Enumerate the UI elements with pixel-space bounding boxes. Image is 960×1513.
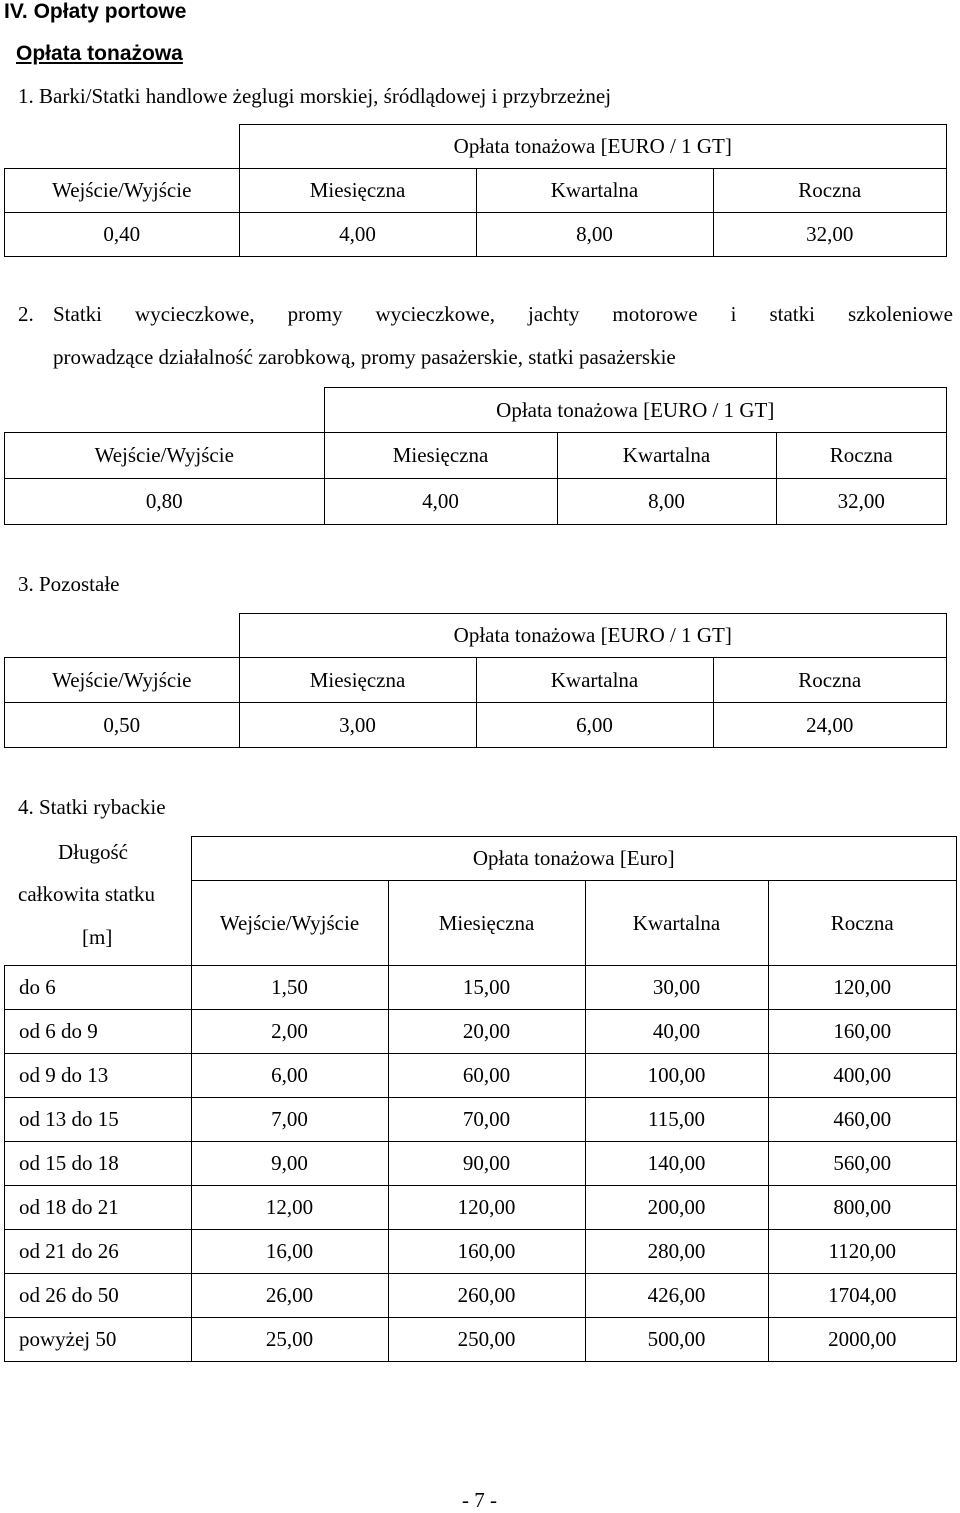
value-cell: 140,00	[585, 1142, 768, 1186]
length-cell: od 15 do 18	[5, 1142, 192, 1186]
value-cell: 115,00	[585, 1098, 768, 1142]
section-4-heading: 4. Statki rybackie	[18, 795, 166, 819]
value-cell: 26,00	[191, 1274, 388, 1318]
col-header: Kwartalna	[476, 658, 713, 703]
value-cell: 400,00	[768, 1054, 957, 1098]
value-cell: 1,50	[191, 966, 388, 1010]
col-header: Miesięczna	[239, 658, 476, 703]
col-header: Wejście/Wyjście	[5, 658, 240, 703]
section-2-heading-line2: prowadzące działalność zarobkową, promy pasażerskie, statki pasażerskie	[53, 345, 676, 369]
length-cell: od 26 do 50	[5, 1274, 192, 1318]
section-title: IV. Opłaty portowe	[4, 0, 187, 23]
value-cell: 60,00	[388, 1054, 585, 1098]
table-header: Opłata tonażowa [EURO / 1 GT]	[239, 614, 947, 658]
table-header: Opłata tonażowa [EURO / 1 GT]	[324, 388, 947, 433]
value-cell: 3,00	[239, 703, 476, 748]
value-cell: 260,00	[388, 1274, 585, 1318]
section-2-number: 2.	[18, 302, 34, 326]
col-header: Roczna	[776, 433, 947, 479]
col-header: Miesięczna	[324, 433, 557, 479]
value-cell: 250,00	[388, 1318, 585, 1362]
section-3-heading: 3. Pozostałe	[18, 572, 120, 596]
length-cell: od 9 do 13	[5, 1054, 192, 1098]
length-cell: powyżej 50	[5, 1318, 192, 1362]
value-cell: 32,00	[713, 213, 947, 257]
value-cell: 25,00	[191, 1318, 388, 1362]
length-cell: od 6 do 9	[5, 1010, 192, 1054]
value-cell: 120,00	[388, 1186, 585, 1230]
section-1-heading: 1. Barki/Statki handlowe żeglugi morskiej, śródlądowej i przybrzeżnej	[18, 84, 612, 108]
col-header: Miesięczna	[388, 881, 585, 966]
value-cell: 1704,00	[768, 1274, 957, 1318]
value-cell: 2000,00	[768, 1318, 957, 1362]
value-cell: 8,00	[476, 213, 713, 257]
value-cell: 20,00	[388, 1010, 585, 1054]
subtitle: Opłata tonażowa	[16, 42, 183, 65]
table-section-2	[4, 387, 947, 525]
value-cell: 200,00	[585, 1186, 768, 1230]
value-cell: 90,00	[388, 1142, 585, 1186]
value-cell: 6,00	[191, 1054, 388, 1098]
col-header: Roczna	[768, 881, 957, 966]
length-label-line1: Długość	[58, 840, 128, 864]
length-label-line3: [m]	[82, 925, 113, 949]
value-cell: 4,00	[324, 479, 557, 525]
length-cell: od 18 do 21	[5, 1186, 192, 1230]
col-header: Wejście/Wyjście	[5, 433, 325, 479]
value-cell: 160,00	[388, 1230, 585, 1274]
value-cell: 100,00	[585, 1054, 768, 1098]
length-cell: do 6	[5, 966, 192, 1010]
col-header: Kwartalna	[585, 881, 768, 966]
col-header: Roczna	[713, 658, 947, 703]
value-cell: 40,00	[585, 1010, 768, 1054]
col-header: Kwartalna	[557, 433, 776, 479]
value-cell: 2,00	[191, 1010, 388, 1054]
value-cell: 4,00	[239, 213, 476, 257]
length-cell: od 21 do 26	[5, 1230, 192, 1274]
col-header: Miesięczna	[239, 169, 476, 213]
value-cell: 16,00	[191, 1230, 388, 1274]
value-cell: 500,00	[585, 1318, 768, 1362]
value-cell: 8,00	[557, 479, 776, 525]
table-header: Opłata tonażowa [Euro]	[191, 837, 957, 881]
value-cell: 800,00	[768, 1186, 957, 1230]
value-cell: 9,00	[191, 1142, 388, 1186]
value-cell: 0,80	[5, 479, 325, 525]
value-cell: 30,00	[585, 966, 768, 1010]
value-cell: 1120,00	[768, 1230, 957, 1274]
value-cell: 32,00	[776, 479, 947, 525]
section-2-heading-line1: Statki wycieczkowe, promy wycieczkowe, jachty motorowe i statki szkoleniowe	[53, 302, 953, 326]
value-cell: 0,40	[5, 213, 240, 257]
value-cell: 15,00	[388, 966, 585, 1010]
value-cell: 426,00	[585, 1274, 768, 1318]
length-cell: od 13 do 15	[5, 1098, 192, 1142]
value-cell: 12,00	[191, 1186, 388, 1230]
table-header: Opłata tonażowa [EURO / 1 GT]	[239, 125, 947, 169]
col-header: Kwartalna	[476, 169, 713, 213]
value-cell: 280,00	[585, 1230, 768, 1274]
page-number: - 7 -	[462, 1488, 497, 1512]
col-header: Roczna	[713, 169, 947, 213]
length-label-line2: całkowita statku	[18, 882, 156, 906]
value-cell: 120,00	[768, 966, 957, 1010]
value-cell: 70,00	[388, 1098, 585, 1142]
col-header: Wejście/Wyjście	[5, 169, 240, 213]
table-section-4	[4, 836, 957, 1362]
table-section-1	[4, 124, 947, 257]
value-cell: 0,50	[5, 703, 240, 748]
value-cell: 7,00	[191, 1098, 388, 1142]
value-cell: 560,00	[768, 1142, 957, 1186]
value-cell: 6,00	[476, 703, 713, 748]
value-cell: 24,00	[713, 703, 947, 748]
table-section-3	[4, 613, 947, 748]
col-header: Wejście/Wyjście	[191, 881, 388, 966]
value-cell: 160,00	[768, 1010, 957, 1054]
value-cell: 460,00	[768, 1098, 957, 1142]
